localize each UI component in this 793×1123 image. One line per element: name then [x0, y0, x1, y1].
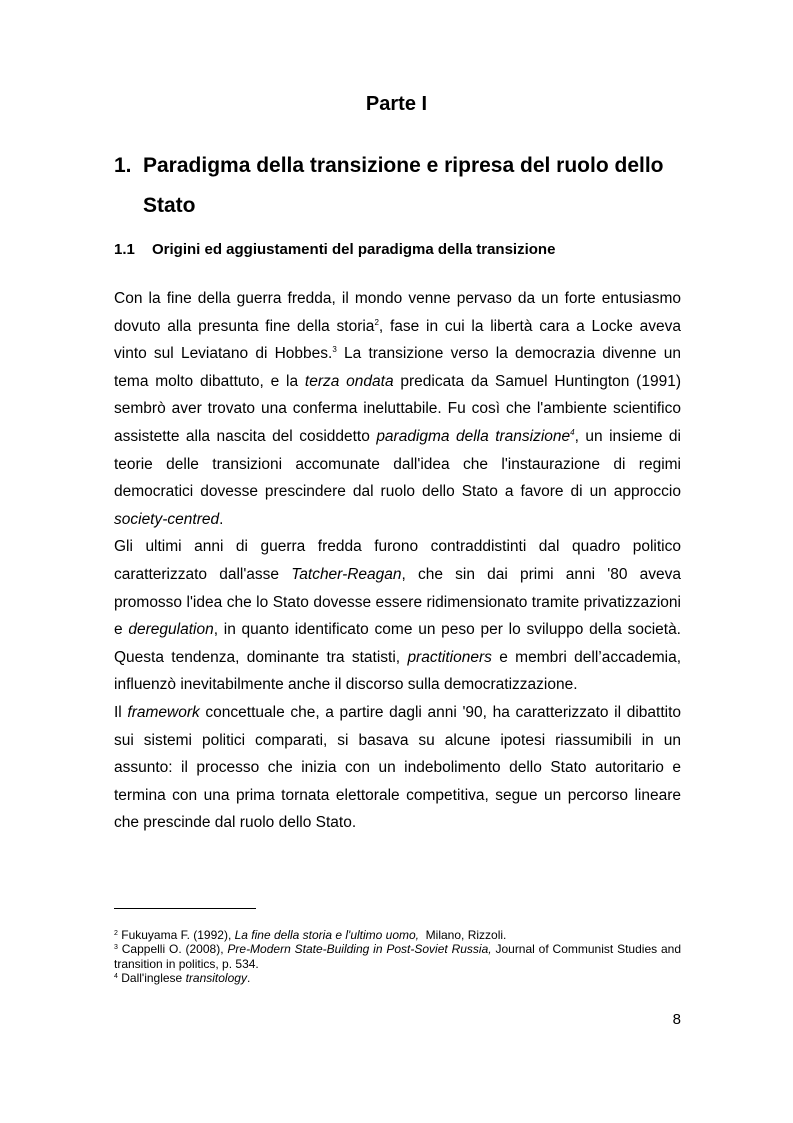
italic-term: terza ondata	[304, 372, 394, 390]
part-title: Parte I	[365, 93, 428, 115]
text-run: concettuale che, a partire dagli anni '90, ha caratterizzato il dibattito sui sistemi politici comparati, si basava su alcune ipotesi riassumibili in un assunto: il processo che inizia con un indebolimento dello Stato autoritario e termina con una prima tornata elettorale competitiva, segue un percorso lineare che prescinde dal ruolo dello Stato.	[114, 703, 682, 832]
text-run: Con la fine della guerra fredda, il mondo venne pervaso da un forte entusiasmo dovuto alla presunta fine della storia	[114, 290, 681, 335]
paragraph-1	[114, 285, 681, 533]
footnote-number: 2	[114, 930, 118, 937]
footnote-number: 4	[114, 973, 118, 981]
body-text	[114, 285, 681, 837]
text-run: , in quanto identificato come un peso per lo sviluppo della società. Questa tendenza, dominante tra statisti,	[114, 621, 681, 666]
footnote-ref-2: 2	[374, 317, 379, 327]
paragraph-2	[114, 533, 681, 699]
italic-term: framework	[127, 703, 200, 721]
chapter-number: 1.	[114, 154, 132, 177]
chapter-heading	[114, 146, 684, 226]
text-run: Gli ultimi anni di guerra fredda furono contraddistinti dal quadro politico caratterizzato dall'asse	[114, 538, 681, 583]
footnotes	[114, 928, 681, 986]
footnote-2	[114, 928, 681, 942]
footnote-4	[114, 971, 681, 985]
italic-title: La fine della storia e l'ultimo uomo,	[234, 928, 420, 942]
text-run: , fase in cui la libertà cara a Locke aveva vinto sul Leviatano di Hobbes.	[114, 317, 681, 363]
text-run: .	[219, 510, 224, 528]
footnote-number: 3	[114, 944, 118, 952]
footnote-3	[114, 942, 681, 971]
text-run: Cappelli O. (2008),	[117, 942, 228, 957]
footnote-separator	[114, 908, 256, 909]
text-run: e membri dell’accademia, influenzò inevitabilmente anche il discorso sulla democratizzazione.	[114, 648, 682, 694]
footnote-ref-number: 4	[570, 427, 575, 437]
text-run: Milano, Rizzoli.	[419, 928, 507, 942]
italic-term: deregulation	[128, 621, 214, 639]
page-number: 8	[672, 1011, 681, 1028]
italic-title: transitology	[185, 971, 247, 986]
text-run: Dall'inglese	[117, 971, 186, 986]
text-run: Fukuyama F. (1992),	[117, 928, 235, 942]
italic-term: society-centred	[114, 510, 220, 528]
text-run: La transizione verso la democrazia divenne un tema molto dibattuto, e la	[114, 345, 681, 390]
italic-term: paradigma della transizione	[376, 427, 571, 445]
text-run: Il	[114, 703, 128, 721]
italic-term: Tatcher-Reagan	[291, 565, 402, 583]
paragraph-3	[114, 699, 681, 837]
section-number: 1.1	[114, 241, 135, 258]
section-heading	[114, 241, 684, 258]
text-run: .	[246, 971, 251, 986]
section-title: Origini ed aggiustamenti del paradigma della transizione	[152, 241, 556, 258]
italic-title: Pre-Modern State-Building in Post-Soviet Russia,	[227, 942, 492, 957]
text-run: , un insieme di teorie delle transizioni accomunate dall'idea che l'instaurazione di regimi democratici dovesse prescindere dal ruolo dello Stato a favore di un approccio	[114, 427, 681, 501]
text-run: predicata da Samuel Huntington (1991) sembrò aver trovato una conferma ineluttabile. Fu così che l'ambiente scientifico assistette alla nascita del cosiddetto	[114, 372, 681, 445]
text-run: Journal of Communist Studies and transition in politics, p. 534.	[114, 942, 681, 971]
italic-term: practitioners	[407, 648, 492, 666]
chapter-title: Paradigma della transizione e ripresa del ruolo dello Stato	[143, 154, 664, 217]
text-run: , che sin dai primi anni '80 aveva promosso l'idea che lo Stato dovesse essere ridimensionato tramite privatizzazioni e	[114, 565, 681, 639]
footnote-ref-3: 3	[332, 345, 337, 355]
